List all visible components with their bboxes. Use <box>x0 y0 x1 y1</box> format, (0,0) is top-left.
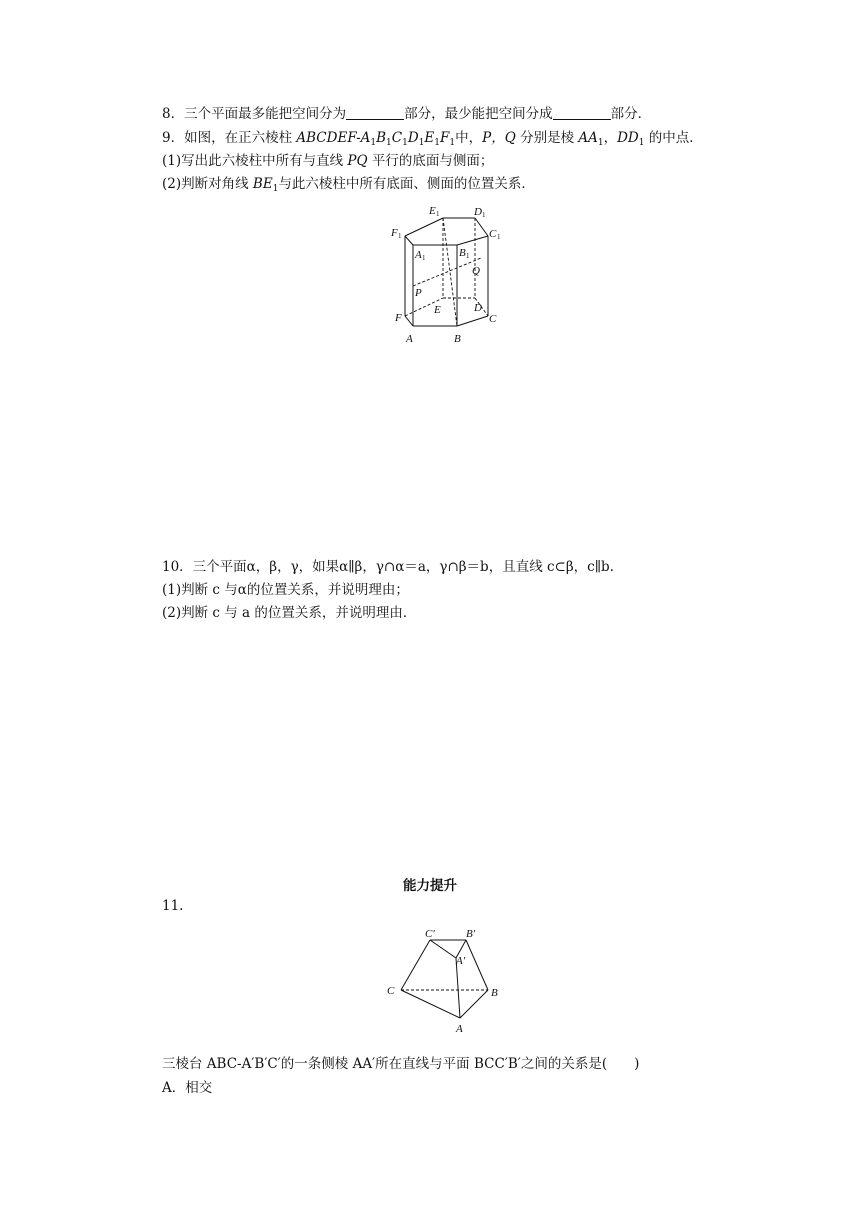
question-10-part-1: (1)判断 c 与α的位置关系，并说明理由； <box>162 582 409 598</box>
question-9: 9．如图，在正六棱柱 ABCDEF-$A_1B_1C_1D_1E_1F_1$中，P，Q 分别是棱 $AA_1$，$DD_1$ 的中点． <box>162 130 703 148</box>
question-11-option-a: A．相交 <box>162 1080 213 1096</box>
label-a-prime: A′ <box>456 955 466 967</box>
label-b: B <box>491 987 498 999</box>
label-c: C <box>387 985 395 997</box>
svg-text:1: 1 <box>482 211 486 219</box>
label-a: A <box>406 333 413 345</box>
question-8: 8．三个平面最多能把空间分为 部分，最少能把空间分成 部分． <box>162 106 652 122</box>
question-9-part-2: (2)判断对角线 $BE_1$与此六棱柱中所有底面、侧面的位置关系． <box>162 176 535 194</box>
label-e: E <box>434 304 441 316</box>
question-11-text: 三棱台 ABC-A′B′C′的一条侧棱 AA′所在直线与平面 BCC′B′之间的关系是( ) <box>162 1056 640 1072</box>
label-b: B <box>454 333 461 345</box>
hexagonal-prism-figure <box>385 198 515 348</box>
label-a1: A <box>415 249 422 261</box>
label-a: A <box>456 1023 463 1035</box>
question-11-number: 11. <box>162 898 184 914</box>
answer-blank <box>346 107 404 120</box>
label-p: P <box>415 287 422 299</box>
label-c1: C <box>489 228 497 240</box>
question-10: 10．三个平面α，β，γ，如果α∥β，γ∩α＝a，γ∩β＝b，且直线 c⊂β，c∥b. <box>162 559 614 575</box>
label-f: F <box>395 312 402 324</box>
question-9-part-1: (1)写出此六棱柱中所有与直线 PQ 平行的底面与侧面； <box>162 153 494 169</box>
label-d1: D <box>474 206 482 218</box>
label-e1: E <box>429 205 436 217</box>
label-c: C <box>489 313 497 325</box>
label-b-prime: B′ <box>466 928 476 940</box>
label-c-prime: C′ <box>425 928 435 940</box>
svg-text:1: 1 <box>436 210 440 218</box>
svg-text:1: 1 <box>422 254 426 262</box>
svg-text:1: 1 <box>398 232 402 240</box>
svg-text:1: 1 <box>497 233 501 241</box>
label-q: Q <box>472 265 480 277</box>
label-f1: F <box>391 227 398 239</box>
label-d: D <box>474 302 482 314</box>
svg-text:1: 1 <box>466 252 470 260</box>
triangular-frustum-figure <box>380 922 510 1040</box>
answer-blank <box>553 107 611 120</box>
label-b1: B <box>459 247 466 259</box>
question-10-part-2: (2)判断 c 与 a 的位置关系，并说明理由． <box>162 605 417 621</box>
section-title: 能力提升 <box>403 878 457 894</box>
